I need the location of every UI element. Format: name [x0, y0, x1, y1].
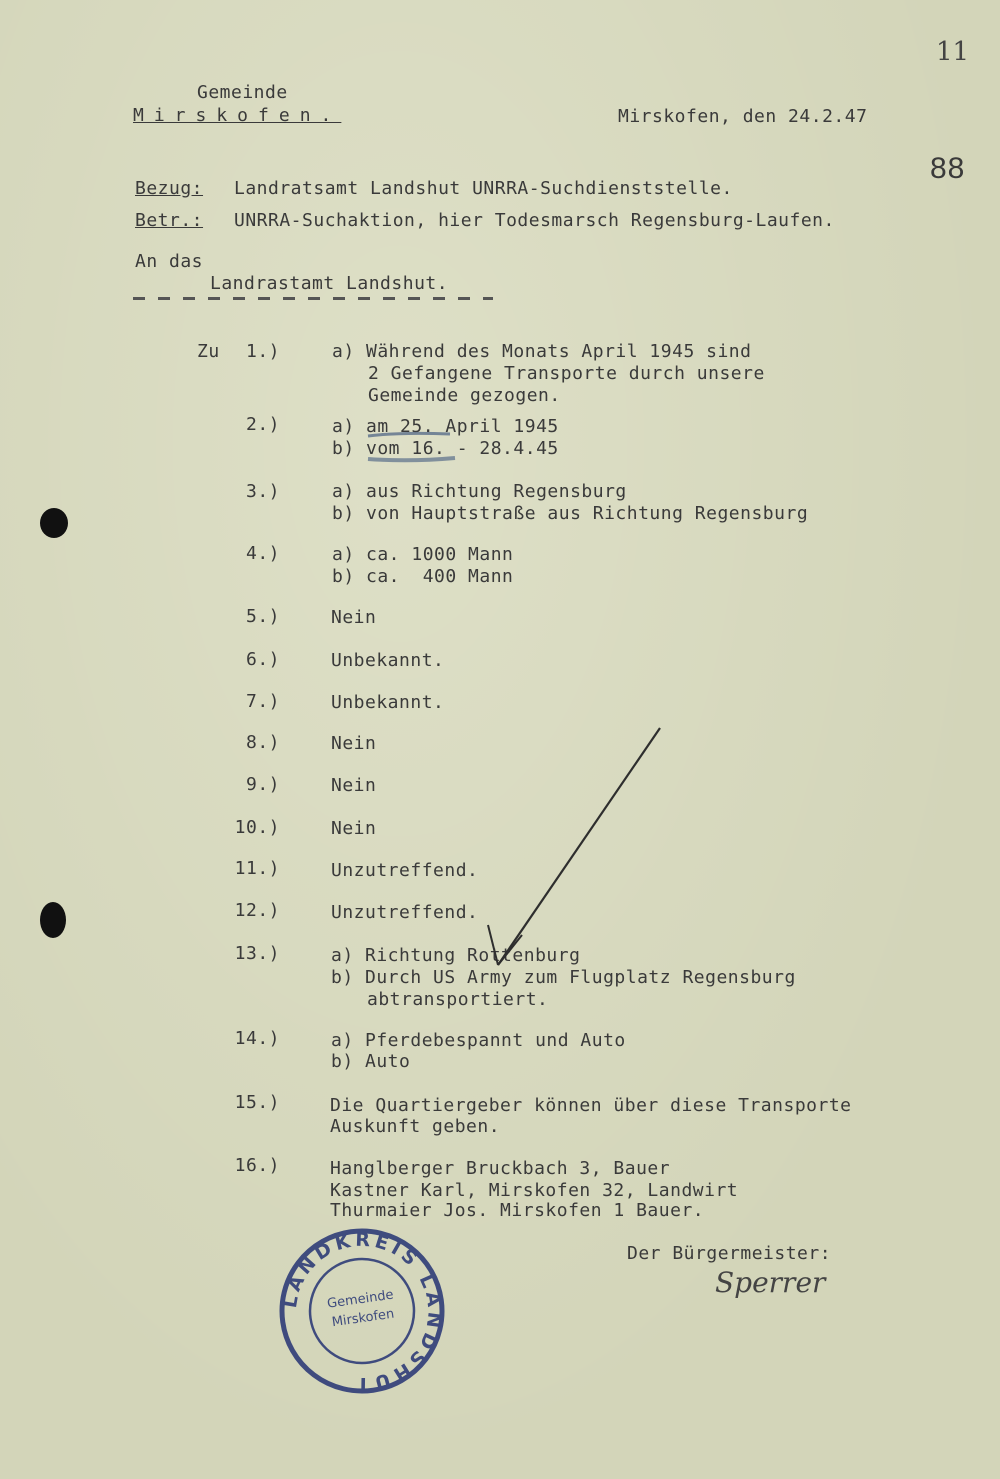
answer-11-text: Unzutreffend.	[331, 860, 479, 881]
stamp-inner-line1: Gemeinde	[326, 1287, 395, 1312]
answer-9-number: 9.)	[245, 774, 280, 795]
answer-16-number: 16.)	[234, 1155, 280, 1176]
answer-13-number: 13.)	[234, 943, 280, 964]
betr-text: UNRRA-Suchaktion, hier Todesmarsch Regensburg-Laufen.	[234, 210, 835, 231]
answer-3-line2: b) von Hauptstraße aus Richtung Regensburg	[332, 503, 809, 524]
page-number: 88	[930, 152, 966, 185]
answer-14-line1: a) Pferdebespannt und Auto	[331, 1030, 626, 1051]
answer-12-number: 12.)	[234, 900, 280, 921]
answer-2-line1: a) am 25. April 1945	[332, 416, 559, 437]
header-municipality: Mirskofen.	[133, 105, 342, 126]
answer-1-line2: 2 Gefangene Transporte durch unsere	[368, 363, 765, 384]
answer-7-text: Unbekannt.	[331, 692, 445, 713]
answer-14-line2: b) Auto	[331, 1051, 411, 1072]
answer-1-line1: a) Während des Monats April 1945 sind	[332, 341, 752, 362]
answer-14-number: 14.)	[234, 1028, 280, 1049]
answer-6-number: 6.)	[245, 649, 280, 670]
answer-5-text: Nein	[331, 607, 377, 628]
answer-10-text: Nein	[331, 818, 377, 839]
answer-15-line2: Auskunft geben.	[330, 1116, 501, 1137]
answer-16-line1: Hanglberger Bruckbach 3, Bauer	[330, 1158, 671, 1179]
answer-3-line1: a) aus Richtung Regensburg	[332, 481, 627, 502]
answer-15-number: 15.)	[234, 1092, 280, 1113]
corner-mark: 11	[936, 37, 970, 67]
answer-10-number: 10.)	[234, 817, 280, 838]
recipient-line1: An das	[135, 251, 204, 272]
answer-11-number: 11.)	[234, 858, 280, 879]
answer-6-text: Unbekannt.	[331, 650, 445, 671]
answer-7-number: 7.)	[245, 691, 280, 712]
answer-16-line2: Kastner Karl, Mirskofen 32, Landwirt	[330, 1180, 739, 1201]
answer-2-number: 2.)	[245, 414, 280, 435]
signature-title: Der Bürgermeister:	[627, 1243, 832, 1264]
answer-1-line3: Gemeinde gezogen.	[368, 385, 561, 406]
betr-label: Betr.:	[135, 210, 204, 231]
answer-13-line3: abtransportiert.	[367, 989, 549, 1010]
bezug-label: Bezug:	[135, 178, 204, 199]
answer-4-line2: b) ca. 400 Mann	[332, 566, 514, 587]
answer-4-line1: a) ca. 1000 Mann	[332, 544, 514, 565]
bezug-text: Landratsamt Landshut UNRRA-Suchdienststelle.	[234, 178, 733, 199]
answer-4-number: 4.)	[245, 543, 280, 564]
answer-9-text: Nein	[331, 775, 377, 796]
answer-15-line1: Die Quartiergeber können über diese Transporte	[330, 1095, 852, 1116]
header-authority: Gemeinde	[197, 82, 288, 103]
answer-5-number: 5.)	[245, 606, 280, 627]
answer-16-line3: Thurmaier Jos. Mirskofen 1 Bauer.	[330, 1200, 705, 1221]
answer-2-line2: b) vom 16. - 28.4.45	[332, 438, 559, 459]
answer-8-text: Nein	[331, 733, 377, 754]
place-date: Mirskofen, den 24.2.47	[618, 106, 868, 127]
signature-handwritten: Sperrer	[715, 1266, 826, 1299]
answer-1-number: 1.)	[245, 341, 280, 362]
answer-12-text: Unzutreffend.	[331, 902, 479, 923]
answer-8-number: 8.)	[245, 732, 280, 753]
recipient-line2: Landrastamt Landshut.	[210, 273, 449, 294]
answer-13-line2: b) Durch US Army zum Flugplatz Regensburg	[331, 967, 796, 988]
answer-3-number: 3.)	[245, 481, 280, 502]
zu-label: Zu	[197, 341, 220, 362]
stamp-outer-text: LANDKREIS LANDSHUT	[278, 1228, 446, 1396]
stamp-inner-line2: Mirskofen	[330, 1306, 396, 1331]
answer-13-line1: a) Richtung Rottenburg	[331, 945, 581, 966]
